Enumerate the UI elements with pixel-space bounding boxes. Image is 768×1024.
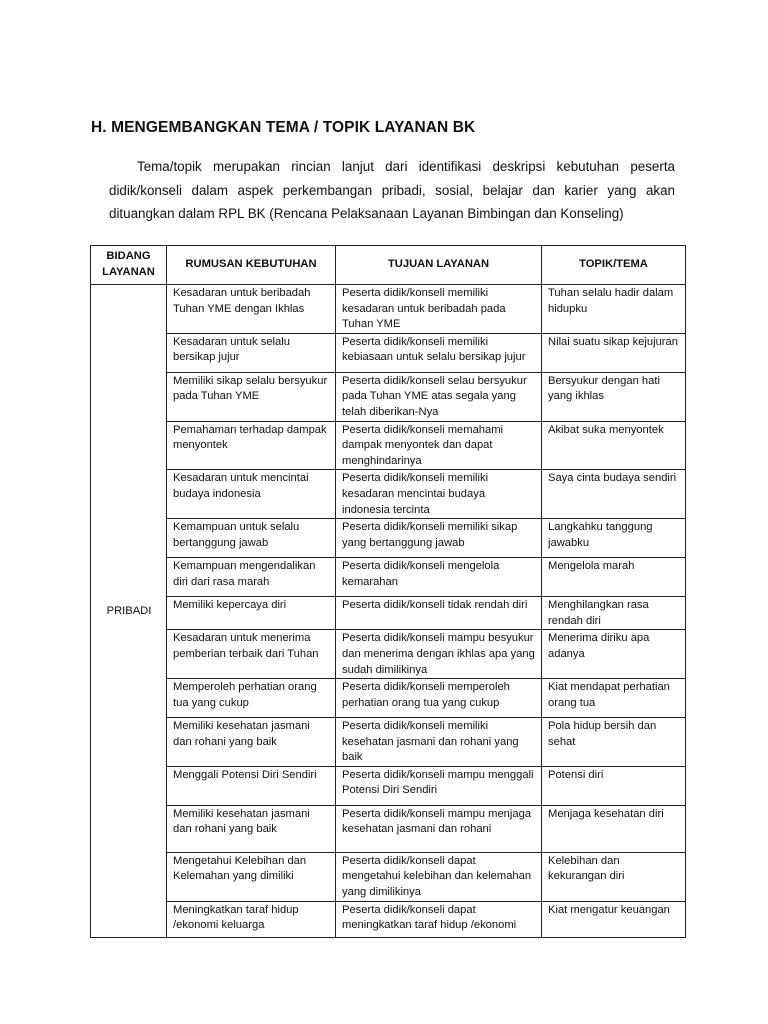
topik-cell: Kiat mengatur keuangan xyxy=(542,901,686,937)
topik-cell: Menjaga kesehatan diri xyxy=(542,805,686,852)
tujuan-cell: Peserta didik/konseli dapat mengetahui kelebihan dan kelemahan yang dimilikinya xyxy=(336,852,542,901)
tema-topik-table xyxy=(90,245,686,938)
rumusan-cell: Mengetahui Kelebihan dan Kelemahan yang dimiliki xyxy=(167,852,336,901)
table-row xyxy=(91,519,686,558)
topik-cell: Pola hidup bersih dan sehat xyxy=(542,718,686,767)
rumusan-cell: Kemampuan mengendalikan diri dari rasa marah xyxy=(167,558,336,597)
rumusan-cell: Kesadaran untuk mencintai budaya indonesia xyxy=(167,470,336,519)
rumusan-cell: Memperoleh perhatian orang tua yang cukup xyxy=(167,679,336,718)
tujuan-cell: Peserta didik/konseli mampu menggali Potensi Diri Sendiri xyxy=(336,766,542,805)
topik-cell: Langkahku tanggung jawabku xyxy=(542,519,686,558)
tujuan-cell: Peserta didik/konseli memiliki kesehatan jasmani dan rohani yang baik xyxy=(336,718,542,767)
topik-cell: Tuhan selalu hadir dalam hidupku xyxy=(542,285,686,334)
tujuan-cell: Peserta didik/konseli memiliki kebiasaan untuk selalu bersikap jujur xyxy=(336,333,542,372)
table-row xyxy=(91,766,686,805)
table-row xyxy=(91,597,686,630)
topik-cell: Potensi diri xyxy=(542,766,686,805)
tujuan-cell: Peserta didik/konseli mampu besyukur dan menerima dengan ikhlas apa yang sudah dimilikinya xyxy=(336,630,542,679)
rumusan-cell: Menggali Potensi Diri Sendiri xyxy=(167,766,336,805)
tujuan-cell: Peserta didik/konseli memperoleh perhatian orang tua yang cukup xyxy=(336,679,542,718)
rumusan-cell: Kemampuan untuk selalu bertanggung jawab xyxy=(167,519,336,558)
table-row xyxy=(91,718,686,767)
tujuan-cell: Peserta didik/konseli memiliki kesadaran mencintai budaya indonesia tercinta xyxy=(336,470,542,519)
rumusan-cell: Pemahaman terhadap dampak menyontek xyxy=(167,421,336,470)
intro-paragraph xyxy=(109,155,675,226)
header-bidang-layanan: BIDANG LAYANAN xyxy=(91,246,167,285)
tujuan-cell: Peserta didik/konseli tidak rendah diri xyxy=(336,597,542,630)
table-row xyxy=(91,421,686,470)
table-row xyxy=(91,285,686,334)
rumusan-cell: Memiliki kesehatan jasmani dan rohani yang baik xyxy=(167,718,336,767)
rumusan-cell: Kesadaran untuk beribadah Tuhan YME dengan Ikhlas xyxy=(167,285,336,334)
header-tujuan-layanan: TUJUAN LAYANAN xyxy=(336,246,542,285)
intro-text: Tema/topik merupakan rincian lanjut dari identifikasi deskripsi kebutuhan peserta didik/konseli dalam aspek perkembangan pribadi, sosial, belajar dan karier yang akan dituangkan dalam RPL BK (Rencana Pelaksanaan Layanan Bimbingan dan Konseling) xyxy=(109,159,675,221)
topik-cell: Kelebihan dan kekurangan diri xyxy=(542,852,686,901)
rumusan-cell: Kesadaran untuk menerima pemberian terbaik dari Tuhan xyxy=(167,630,336,679)
table-row xyxy=(91,558,686,597)
tujuan-cell: Peserta didik/konseli memiliki kesadaran untuk beribadah pada Tuhan YME xyxy=(336,285,542,334)
table-row xyxy=(91,630,686,679)
topik-cell: Kiat mendapat perhatian orang tua xyxy=(542,679,686,718)
rumusan-cell: Memiliki kesehatan jasmani dan rohani yang baik xyxy=(167,805,336,852)
table-header-row xyxy=(91,246,686,285)
topik-cell: Nilai suatu sikap kejujuran xyxy=(542,333,686,372)
tujuan-cell: Peserta didik/konseli memiliki sikap yang bertanggung jawab xyxy=(336,519,542,558)
table-row xyxy=(91,679,686,718)
header-rumusan-kebutuhan: RUMUSAN KEBUTUHAN xyxy=(167,246,336,285)
table-row xyxy=(91,901,686,937)
rumusan-cell: Meningkatkan taraf hidup /ekonomi keluarga xyxy=(167,901,336,937)
topik-cell: Menerima diriku apa adanya xyxy=(542,630,686,679)
table-row xyxy=(91,372,686,421)
tujuan-cell: Peserta didik/konseli memahami dampak menyontek dan dapat menghindarinya xyxy=(336,421,542,470)
tujuan-cell: Peserta didik/konseli dapat meningkatkan taraf hidup /ekonomi xyxy=(336,901,542,937)
topik-cell: Mengelola marah xyxy=(542,558,686,597)
tujuan-cell: Peserta didik/konseli mampu menjaga kesehatan jasmani dan rohani xyxy=(336,805,542,852)
tujuan-cell: Peserta didik/konseli mengelola kemarahan xyxy=(336,558,542,597)
header-topik-tema: TOPIK/TEMA xyxy=(542,246,686,285)
table-row xyxy=(91,852,686,901)
table-row xyxy=(91,805,686,852)
rumusan-cell: Memiliki sikap selalu bersyukur pada Tuhan YME xyxy=(167,372,336,421)
topik-cell: Bersyukur dengan hati yang ikhlas xyxy=(542,372,686,421)
section-heading: H. MENGEMBANGKAN TEMA / TOPIK LAYANAN BK xyxy=(91,119,476,136)
topik-cell: Akibat suka menyontek xyxy=(542,421,686,470)
tujuan-cell: Peserta didik/konseli selau bersyukur pada Tuhan YME atas segala yang telah diberikan-Nya xyxy=(336,372,542,421)
topik-cell: Saya cinta budaya sendiri xyxy=(542,470,686,519)
table-body xyxy=(91,285,686,938)
table-row xyxy=(91,470,686,519)
topik-cell: Menghilangkan rasa rendah diri xyxy=(542,597,686,630)
bidang-cell: PRIBADI xyxy=(91,285,167,938)
rumusan-cell: Kesadaran untuk selalu bersikap jujur xyxy=(167,333,336,372)
rumusan-cell: Memiliki kepercaya diri xyxy=(167,597,336,630)
table-row xyxy=(91,333,686,372)
